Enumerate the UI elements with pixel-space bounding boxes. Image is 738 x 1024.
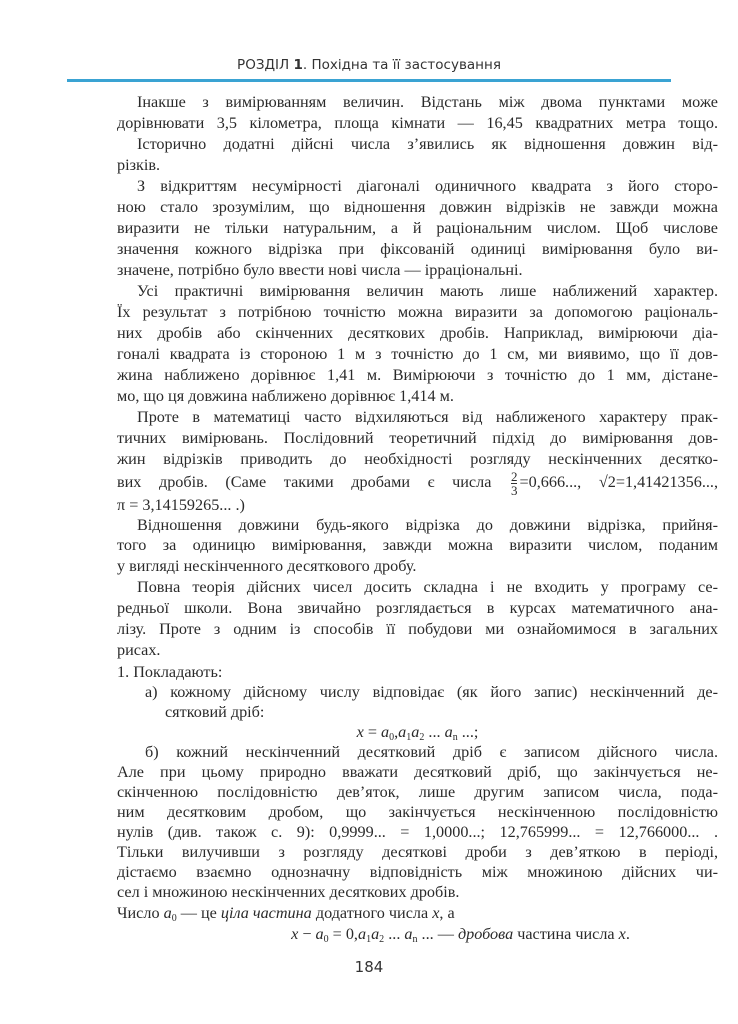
formula-decimal: $x = a_0,a_1a_2$ ... $a_n$ ...; bbox=[356, 723, 479, 743]
text-line: Їх результат з потрібною точністю можна виразити за допомогою раціональ- bbox=[117, 303, 718, 321]
subscript: 2 bbox=[379, 934, 385, 945]
var: x bbox=[356, 723, 364, 741]
var: a bbox=[357, 925, 367, 943]
text-line: різків. bbox=[117, 156, 161, 174]
denominator: 3 bbox=[510, 482, 518, 498]
op: = bbox=[363, 723, 382, 741]
numerator: 2 bbox=[510, 468, 518, 484]
text-line: Проте в математиці часто відхиляються від наближеного характеру прак- bbox=[137, 408, 718, 426]
op: = 0, bbox=[328, 925, 358, 943]
var: a bbox=[371, 925, 380, 943]
text-line: З відкриттям несумірності діагоналі одиничного квадрата з його сторо- bbox=[137, 177, 718, 195]
op: ... — bbox=[417, 925, 458, 943]
text-line: гоналі квадрата із стороною 1 м з точністю до 1 см, ми виявимо, що її дов- bbox=[117, 345, 718, 363]
section-number: 1 bbox=[293, 57, 303, 73]
text-line: Інакше з вимірюванням величин. Відстань між двома пунктами може bbox=[137, 93, 718, 111]
text-line: дістаємо взаємно однозначну відповідність між множиною дійсних чи- bbox=[117, 863, 718, 881]
subscript: 0 bbox=[171, 913, 177, 924]
text-line: π = 3,14159265... .) bbox=[117, 496, 245, 514]
text: додатного числа bbox=[311, 904, 433, 922]
sqrt-expression: √2 bbox=[598, 473, 616, 491]
text-line: виразити не тільки натуральним, а й раціональним числом. Щоб числове bbox=[117, 219, 718, 237]
text-line: а) кожному дійсному числу відповідає (як його запис) нескінченний де- bbox=[145, 683, 718, 701]
var: a bbox=[411, 723, 420, 741]
text-line: б) кожний нескінченний десятковий дріб є записом дійсного числа. bbox=[145, 743, 718, 761]
text-line: Відношення довжини будь-якого відрізка до довжини відрізка, прийня- bbox=[137, 516, 718, 534]
running-header bbox=[0, 57, 738, 73]
text-line: нулів (див. також с. 9): 0,9999... = 1,0000...; 12,765999... = 12,766000... . bbox=[117, 823, 718, 841]
var: x bbox=[432, 904, 440, 922]
text-line: Повна теорія дійсних чисел досить складна і не входить у програму се- bbox=[137, 578, 718, 596]
text-line: дорівнювати 3,5 кілометра, площа кімнати — 16,45 квадратних метра тощо. bbox=[117, 114, 718, 132]
text: частина числа bbox=[513, 925, 619, 943]
text-line: Але при цьому природно вважати десятковий дріб, що закінчується не- bbox=[117, 763, 718, 781]
op: ... bbox=[384, 925, 405, 943]
text-line: жина наближено дорівнює 1,41 м. Вимірюючи з точністю до 1 мм, дістане- bbox=[117, 366, 718, 384]
text-line: жин відрізків приводить до необхідності розгляду нескінченних десятко- bbox=[117, 450, 718, 468]
subscript: 1 bbox=[366, 934, 372, 945]
header-rule bbox=[67, 79, 671, 82]
var: a bbox=[315, 925, 324, 943]
list-item-1: 1. Покладають: bbox=[117, 663, 223, 681]
text-line: рисах. bbox=[117, 641, 161, 659]
text-line: Усі практичні вимірювання величин мають лише наближений характер. bbox=[137, 282, 718, 300]
text-line: тичних вимірювань. Послідовний теоретичний підхід до вимірювання дов- bbox=[117, 429, 718, 447]
section-title: . Похідна та її застосування bbox=[302, 57, 501, 73]
subscript: 0 bbox=[389, 732, 395, 743]
text: вих дробів. (Саме такими дробами є числа bbox=[117, 473, 492, 491]
op: ...; bbox=[457, 723, 479, 741]
text-line: значення кожного відрізка при фіксованій одиниці вимірювання було ви- bbox=[117, 240, 718, 258]
section-label: РОЗДІЛ bbox=[237, 57, 290, 73]
fraction-line bbox=[117, 468, 718, 497]
text-line: ним десятковим дробом, що закінчується нескінченною послідовністю bbox=[117, 803, 718, 821]
text: , а bbox=[439, 904, 455, 922]
page-number: 184 bbox=[354, 958, 384, 976]
subscript: 2 bbox=[419, 732, 425, 743]
var: a bbox=[163, 904, 172, 922]
var: x bbox=[618, 925, 626, 943]
text-line: Історично додатні дійсні числа з’явились як відношення довжин від- bbox=[137, 135, 718, 153]
subscript: n bbox=[412, 934, 418, 945]
op: − bbox=[298, 925, 316, 943]
var: a bbox=[404, 925, 413, 943]
var: a bbox=[398, 723, 407, 741]
text: =0,666..., bbox=[519, 473, 582, 491]
op: ... bbox=[424, 723, 445, 741]
subscript: 0 bbox=[323, 934, 329, 945]
text-line: редньої школи. Вона звичайно розглядається в курсах математичного ана- bbox=[117, 599, 718, 617]
text-line: сятковий дріб: bbox=[165, 703, 265, 721]
text-line: лізу. Проте з одним із способів її побудови ми ознайомимося в загальних bbox=[117, 620, 718, 638]
var: x bbox=[291, 925, 299, 943]
text: — це bbox=[176, 904, 221, 922]
subscript: n bbox=[452, 732, 458, 743]
text-line: значене, потрібно було ввести нові числа — ірраціональні. bbox=[117, 261, 523, 279]
term-fractional: дробова bbox=[457, 925, 514, 943]
formula-fractional-part bbox=[160, 924, 738, 944]
text-line: них дробів або скінченних десяткових дробів. Наприклад, вимірюючи діа- bbox=[117, 324, 718, 342]
subscript: 1 bbox=[406, 732, 412, 743]
text: Число bbox=[117, 904, 164, 922]
term-integer-part: ціла частина bbox=[220, 904, 312, 922]
text: =1,41421356..., bbox=[615, 473, 719, 491]
var: a bbox=[381, 723, 390, 741]
text-line: у вигляді нескінченного десяткового дробу. bbox=[117, 557, 417, 575]
fraction bbox=[511, 470, 518, 497]
text-line: ною стало зрозумілим, що відношення довжин відрізків не завжди можна bbox=[117, 198, 718, 216]
var: a bbox=[444, 723, 453, 741]
text-line: скінченною послідовністю дев’яток, лише другим записом числа, пода- bbox=[117, 783, 718, 801]
text-line: Тільки вилучивши з розгляду десяткові дроби з дев’яткою в періоді, bbox=[117, 843, 718, 861]
text: . bbox=[625, 925, 630, 943]
definition-line bbox=[117, 903, 718, 923]
text-line: сел і множиною нескінченних десяткових дробів. bbox=[117, 883, 460, 901]
text-line: мо, що ця довжина наближено дорівнює 1,414 м. bbox=[117, 387, 454, 405]
text-line: того за одиницю вимірювання, завжди можна виразити числом, поданим bbox=[117, 536, 718, 554]
